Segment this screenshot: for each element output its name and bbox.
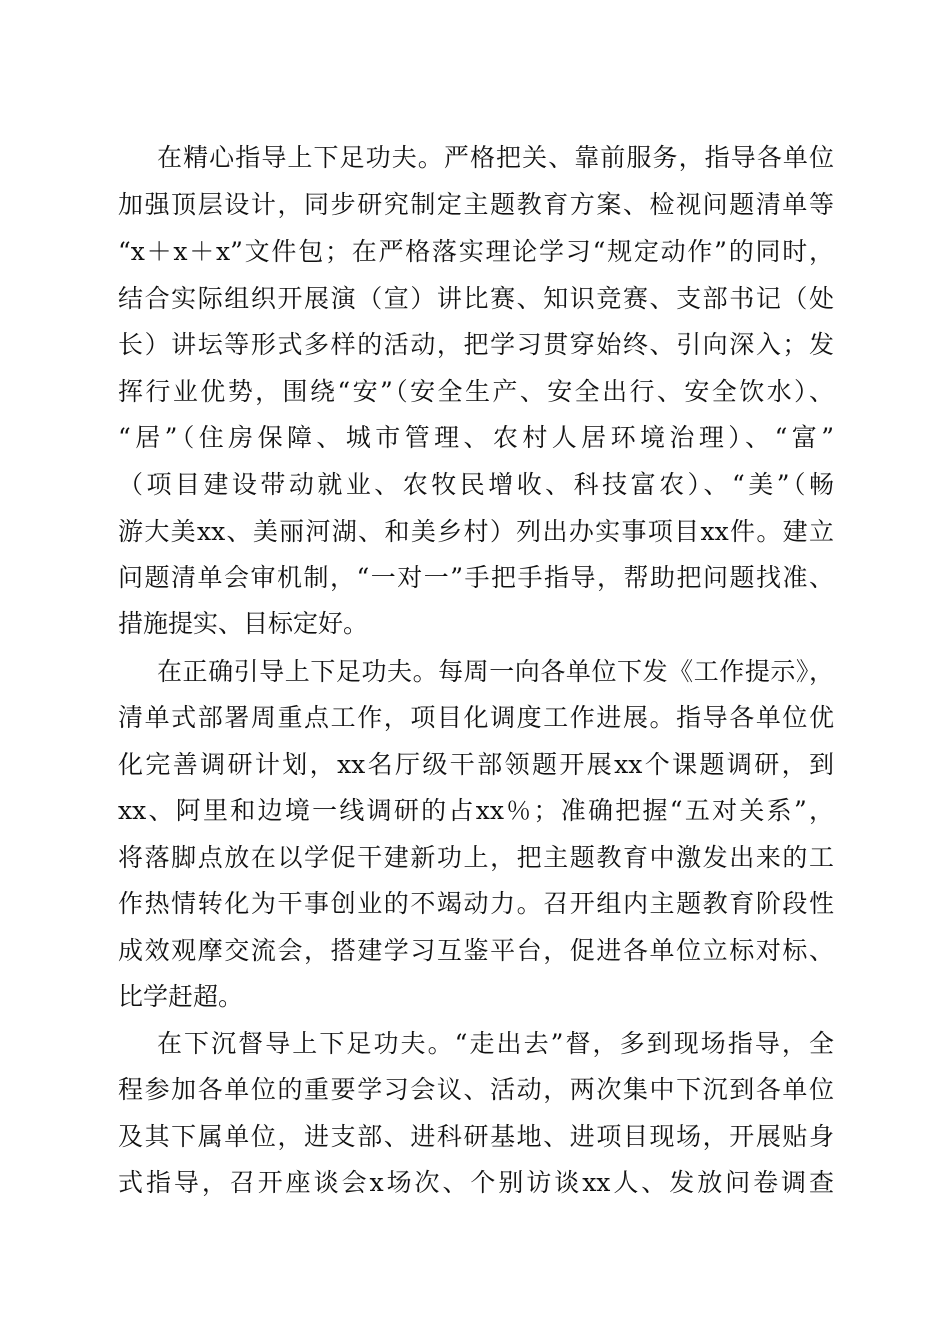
- paragraph-1-line-9: 游大美xx、美丽河湖、和美乡村）列出办实事项目xx件。建立: [118, 517, 834, 546]
- paragraph-1-line-3: “x＋x＋x”文件包；在严格落实理论学习“规定动作”的同时，: [118, 237, 834, 266]
- paragraph-1-line-11: 措施提实、目标定好。: [118, 609, 369, 638]
- paragraph-2-line-1: 在正确引导上下足功夫。每周一向各单位下发《工作提示》，: [157, 657, 834, 686]
- paragraph-3-line-2: 程参加各单位的重要学习会议、活动，两次集中下沉到各单位: [118, 1075, 834, 1104]
- paragraph-1-line-5: 长）讲坛等形式多样的活动，把学习贯穿始终、引向深入；发: [118, 330, 834, 359]
- paragraph-1-line-1: 在精心指导上下足功夫。严格把关、靠前服务，指导各单位: [157, 143, 834, 172]
- paragraph-1-line-7: “居”（住房保障、城市管理、农村人居环境治理）、“富”: [118, 423, 834, 452]
- paragraph-3-line-3: 及其下属单位，进支部、进科研基地、进项目现场，开展贴身: [118, 1122, 834, 1151]
- paragraph-1-line-10: 问题清单会审机制，“一对一”手把手指导，帮助把问题找准、: [118, 563, 834, 592]
- paragraph-1-line-2: 加强顶层设计，同步研究制定主题教育方案、检视问题清单等: [118, 190, 834, 219]
- paragraph-2-line-2: 清单式部署周重点工作，项目化调度工作进展。指导各单位优: [118, 703, 834, 732]
- paragraph-2-line-6: 作热情转化为干事创业的不竭动力。召开组内主题教育阶段性: [118, 889, 834, 918]
- paragraph-2-line-8: 比学赶超。: [118, 982, 244, 1011]
- paragraph-2-line-4: xx、阿里和边境一线调研的占xx％；准确把握“五对关系”，: [118, 796, 834, 825]
- paragraph-2-line-7: 成效观摩交流会，搭建学习互鉴平台，促进各单位立标对标、: [118, 936, 834, 965]
- paragraph-3-line-4: 式指导，召开座谈会x场次、个别访谈xx人、发放问卷调查: [118, 1168, 834, 1197]
- paragraph-2-line-5: 将落脚点放在以学促干建新功上，把主题教育中激发出来的工: [118, 843, 834, 872]
- paragraph-2-line-3: 化完善调研计划，xx名厅级干部领题开展xx个课题调研，到: [118, 750, 834, 779]
- paragraph-1-line-4: 结合实际组织开展演（宣）讲比赛、知识竞赛、支部书记（处: [118, 284, 834, 313]
- paragraph-1-line-6: 挥行业优势，围绕“安”（安全生产、安全出行、安全饮水）、: [118, 377, 834, 406]
- paragraph-1-line-8: （项目建设带动就业、农牧民增收、科技富农）、“美”（畅: [118, 470, 834, 499]
- paragraph-3-line-1: 在下沉督导上下足功夫。“走出去”督，多到现场指导，全: [157, 1029, 834, 1058]
